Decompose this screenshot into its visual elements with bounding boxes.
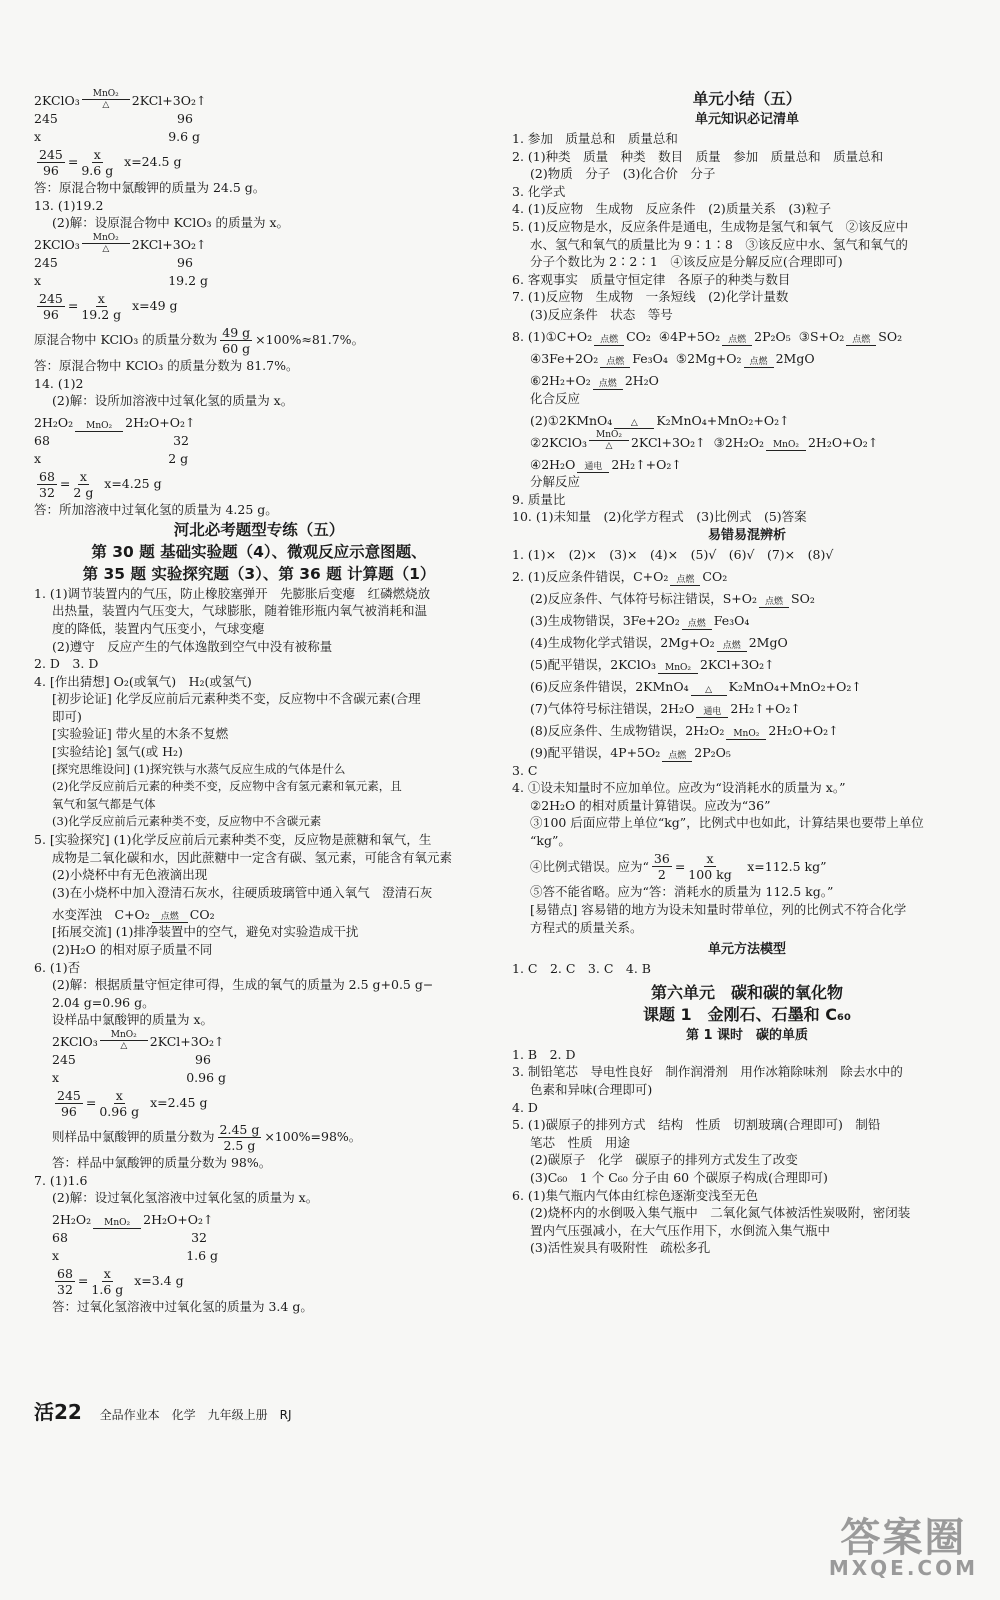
text-line: 1. (1)调节装置内的气压，防止橡胶塞弹开 先膨胀后变瘪 红磷燃烧放 bbox=[34, 585, 431, 601]
equation: (9)配平错误，4P+5O₂ 点燃 2P₂O₅ bbox=[530, 744, 731, 761]
text-line: 度的降低，装置内气压变小，气球变瘪 bbox=[52, 620, 265, 636]
text-line: 68 32 bbox=[34, 432, 189, 448]
text-line: 1. (1)× (2)× (3)× (4)× (5)√ (6)√ (7)× (8)√ bbox=[512, 546, 834, 562]
text-line: (2)解：根据质量守恒定律可得，生成的氧气的质量为 2.5 g+0.5 g− bbox=[52, 977, 434, 993]
text-line: 色素和异味(合理即可) bbox=[530, 1082, 653, 1098]
equation: 8. (1)①C+O₂ 点燃 CO₂ ④4P+5O₂ 点燃 2P₂O₅ ③S+O₂ 点燃 SO₂ bbox=[512, 328, 903, 345]
equation: (2)反应条件、气体符号标注错误，S+O₂ 点燃 SO₂ bbox=[530, 590, 815, 607]
text-line: 5. [实验探究] (1)化学反应前后元素种类不变，反应物是蔗糖和氧气，生 bbox=[34, 832, 432, 848]
proportion: $\frac{68}{32}$ = $\frac{x}{1.6 g}$ x=3.4 g bbox=[57, 1265, 184, 1297]
text-line: 245 96 bbox=[52, 1051, 211, 1067]
text-line: 6. 客观事实 质量守恒定律 各原子的种类与数目 bbox=[512, 271, 791, 287]
text-line: 答：过氧化氢溶液中过氧化氢的质量为 3.4 g。 bbox=[52, 1299, 313, 1315]
text-line: 原混合物中 KClO₃ 的质量分数为 $\frac{49 g}{60 g}$ ×100%≈81.7%。 bbox=[34, 324, 365, 356]
text-line: 答：样品中氯酸钾的质量分数为 98%。 bbox=[52, 1155, 272, 1171]
equation: 2. (1)反应条件错误，C+O₂ 点燃 CO₂ bbox=[512, 568, 728, 585]
proportion: $\frac{68}{32}$ = $\frac{x}{2 g}$ x=4.25 g bbox=[39, 468, 162, 500]
text-line: ③100 后面应带上单位“kg”，比例式中也如此，计算结果也要带上单位 bbox=[530, 815, 924, 831]
text-line: 68 32 bbox=[52, 1229, 207, 1245]
text-line: 分解反应 bbox=[530, 474, 581, 490]
page-footer bbox=[34, 1400, 292, 1425]
equation: ⑥2H₂+O₂ 点燃 2H₂O bbox=[530, 372, 659, 389]
text-line: 4. D bbox=[512, 1099, 538, 1115]
text-line: (3)化学反应前后元素种类不变，反应物中不含碳元素 bbox=[52, 814, 322, 829]
text-line: 4. (1)反应物 生成物 反应条件 (2)质量关系 (3)粒子 bbox=[512, 201, 832, 217]
equation: 2KClO₃ MnO₂ △ 2KCl+3O₂↑ bbox=[34, 89, 207, 110]
text-line: (3)C₆₀ 1 个 C₆₀ 分子由 60 个碳原子构成(合理即可) bbox=[530, 1170, 828, 1185]
text-line: 10. (1)未知量 (2)化学方程式 (3)比例式 (5)答案 bbox=[512, 509, 807, 525]
text-line: 14. (1)2 bbox=[34, 375, 84, 391]
equation: ④3Fe+2O₂ 点燃 Fe₃O₄ ⑤2Mg+O₂ 点燃 2MgO bbox=[530, 350, 815, 367]
text-line: x 0.96 g bbox=[52, 1069, 227, 1085]
proportion: $\frac{245}{96}$ = $\frac{x}{9.6 g}$ x=24.5 g bbox=[39, 146, 182, 178]
equation: ④2H₂O 通电 2H₂↑+O₂↑ bbox=[530, 456, 682, 473]
text-line: 9. 质量比 bbox=[512, 491, 566, 507]
left-column bbox=[34, 88, 484, 1316]
text-line: (2)物质 分子 (3)化合价 分子 bbox=[530, 166, 716, 182]
text-line: (2)烧杯内的水倒吸入集气瓶中 二氧化氮气体被活性炭吸附，密闭装 bbox=[530, 1205, 911, 1221]
text-line: (2)解：设所加溶液中过氧化氢的质量为 x。 bbox=[52, 393, 294, 409]
equation: ②2KClO₃ MnO₂ △ 2KCl+3O₂↑ ③2H₂O₂ MnO₂ 2H₂O+O₂↑ bbox=[530, 430, 879, 452]
text-line: 化合反应 bbox=[530, 390, 581, 406]
text-line: 3. 制铅笔芯 导电性良好 制作润滑剂 用作冰箱除味剂 除去水中的 bbox=[512, 1064, 903, 1080]
text-line: (3)反应条件 状态 等号 bbox=[530, 306, 673, 322]
proportion: $\frac{245}{96}$ = $\frac{x}{0.96 g}$ x=2.45 g bbox=[57, 1087, 208, 1119]
section-title: 第 30 题 基础实验题（4）、微观反应示意图题、 bbox=[91, 542, 427, 561]
equation: 2H₂O₂ MnO₂ 2H₂O+O₂↑ bbox=[52, 1212, 214, 1228]
section-title: 河北必考题型专练（五） bbox=[173, 520, 345, 539]
text-line: 答：原混合物中氯酸钾的质量为 24.5 g。 bbox=[34, 180, 266, 196]
text-line: [实验结论] 氢气(或 H₂) bbox=[52, 744, 183, 760]
equation: (7)气体符号标注错误，2H₂O 通电 2H₂↑+O₂↑ bbox=[530, 700, 801, 717]
text-line: 245 96 bbox=[34, 111, 193, 126]
watermark-logo bbox=[828, 1515, 978, 1581]
text-line: 设样品中氯酸钾的质量为 x。 bbox=[52, 1012, 214, 1028]
text-line: 4. ①设未知量时不应加单位。应改为“设消耗水的质量为 x。” bbox=[512, 780, 846, 796]
text-line: (2)遵守 反应产生的气体逸散到空气中没有被称量 bbox=[52, 638, 333, 654]
text-line: 5. (1)反应物是水，反应条件是通电，生成物是氢气和氧气 ②该反应中 bbox=[512, 218, 909, 234]
text-line: 1. B 2. D bbox=[512, 1046, 576, 1062]
equation: 2KClO₃ MnO₂ △ 2KCl+3O₂↑ bbox=[52, 1029, 225, 1051]
text-line: 则样品中氯酸钾的质量分数为 $\frac{2.45 g}{2.5 g}$ ×100%=98%。 bbox=[52, 1121, 362, 1153]
text-line: x 1.6 g bbox=[52, 1247, 219, 1263]
text-line: (2)碳原子 化学 碳原子的排列方式发生了改变 bbox=[530, 1152, 798, 1168]
text-line: 氧气和氢气都是气体 bbox=[52, 796, 156, 811]
lesson-subtitle: 第 1 课时 碳的单质 bbox=[685, 1027, 809, 1043]
text-line: 2. (1)种类 质量 种类 数目 质量 参加 质量总和 质量总和 bbox=[512, 148, 884, 164]
text-line: 4. [作出猜想] O₂(或氧气) H₂(或氢气) bbox=[34, 673, 252, 689]
text-line: [易错点] 容易错的地方为设未知量时带单位，列的比例式不符合化学 bbox=[530, 902, 907, 918]
text-line: 置内气压强减小，在大气压作用下，水倒流入集气瓶中 bbox=[530, 1222, 831, 1238]
text-line: x 9.6 g bbox=[34, 128, 201, 144]
text-line: 245 96 bbox=[34, 254, 193, 270]
text-line: 13. (1)19.2 bbox=[34, 197, 104, 213]
equation: (3)生成物错误，3Fe+2O₂ 点燃 Fe₃O₄ bbox=[530, 612, 750, 629]
section-title: 第 35 题 实验探究题（3）、第 36 题 计算题（1） bbox=[82, 564, 436, 583]
text-line: 成物是二氧化碳和水，因此蔗糖中一定含有碳、氢元素，可能含有氧元素 bbox=[52, 849, 453, 865]
equation: (5)配平错误，2KClO₃ MnO₂ 2KCl+3O₂↑ bbox=[530, 656, 775, 673]
equation: (2)①2KMnO₄ △ K₂MnO₄+MnO₂+O₂↑ bbox=[530, 412, 790, 429]
equation: (4)生成物化学式错误，2Mg+O₂ 点燃 2MgO bbox=[530, 634, 788, 651]
text-line: ②2H₂O 的相对质量计算错误。应改为“36” bbox=[530, 797, 771, 813]
section-title: 单元小结（五） bbox=[692, 90, 802, 108]
text-line: x 19.2 g bbox=[34, 272, 209, 288]
text-line: 方程式的质量关系。 bbox=[530, 919, 643, 935]
text-line: (3)活性炭具有吸附性 疏松多孔 bbox=[530, 1240, 711, 1256]
text-line: 笔芯 性质 用途 bbox=[530, 1134, 631, 1150]
text-line: ⑤答不能省略。应为“答：消耗水的质量为 112.5 kg。” bbox=[530, 884, 834, 900]
text-line: 即可) bbox=[52, 708, 82, 724]
text-line: (2)H₂O 的相对原子质量不同 bbox=[52, 942, 213, 957]
subsection-title: 单元知识必记清单 bbox=[694, 112, 799, 127]
text-line: (2)小烧杯中有无色液滴出现 bbox=[52, 867, 208, 883]
text-line: 6. (1)否 bbox=[34, 959, 81, 975]
equation: 2H₂O₂ MnO₂ 2H₂O+O₂↑ bbox=[34, 415, 196, 431]
equation: (8)反应条件、生成物错误，2H₂O₂ MnO₂ 2H₂O+O₂↑ bbox=[530, 722, 839, 739]
text-line: 答：原混合物中 KClO₃ 的质量分数为 81.7%。 bbox=[34, 358, 299, 374]
text-line: 分子个数比为 2∶2∶1 ④该反应是分解反应(合理即可) bbox=[530, 254, 843, 270]
text-line: 3. C bbox=[512, 762, 538, 778]
text-line: 2.04 g=0.96 g。 bbox=[52, 994, 155, 1010]
page-number: 活22 bbox=[34, 1400, 82, 1424]
text-line: [探究思维设问] (1)探究铁与水蒸气反应生成的气体是什么 bbox=[52, 761, 346, 776]
text-line: 2. D 3. D bbox=[34, 656, 99, 672]
equation: 2KClO₃ MnO₂ △ 2KCl+3O₂↑ bbox=[34, 232, 207, 254]
equation: (6)反应条件错误，2KMnO₄ △ K₂MnO₄+MnO₂+O₂↑ bbox=[530, 678, 862, 695]
text-line: [初步论证] 化学反应前后元素种类不变，反应物中不含碳元素(合理 bbox=[52, 691, 421, 707]
lesson-title: 课题 1 金刚石、石墨和 C₆₀ bbox=[642, 1004, 852, 1024]
text-line: 水、氢气和氧气的质量比为 9∶1∶8 ③该反应中水、氢气和氧气的 bbox=[530, 236, 908, 252]
text-line: 答：所加溶液中过氧化氢的质量为 4.25 g。 bbox=[34, 502, 278, 518]
text-line: x 2 g bbox=[34, 450, 189, 466]
text-line: 出热量，装置内气压变大，气球膨胀，随着锥形瓶内氧气被消耗和温 bbox=[52, 603, 428, 619]
text-line: (3)在小烧杯中加入澄清石灰水，往硬质玻璃管中通入氧气 澄清石灰 bbox=[52, 884, 433, 900]
text-line: “kg”。 bbox=[530, 832, 571, 848]
subsection-title: 单元方法模型 bbox=[707, 942, 786, 958]
proportion: $\frac{245}{96}$ = $\frac{x}{19.2 g}$ x=49 g bbox=[39, 290, 178, 322]
text-line: [拓展交流] (1)排净装置中的空气，避免对实验造成干扰 bbox=[52, 924, 359, 940]
text-line: (2)解：设过氧化氢溶液中过氧化氢的质量为 x。 bbox=[52, 1190, 319, 1206]
equation: 水变浑浊 C+O₂ 点燃 CO₂ bbox=[52, 906, 215, 923]
subsection-title: 易错易混辨析 bbox=[707, 527, 786, 543]
text-line: [实验验证] 带火星的木条不复燃 bbox=[52, 726, 229, 742]
text-line: 1. 参加 质量总和 质量总和 bbox=[512, 131, 678, 146]
footer-text: 全品作业本 化学 九年级上册 RJ bbox=[99, 1408, 292, 1422]
text-line: 5. (1)碳原子的排列方式 结构 性质 切割玻璃(合理即可) 制铅 bbox=[512, 1117, 881, 1133]
text-line: 7. (1)反应物 生成物 一条短线 (2)化学计量数 bbox=[512, 289, 789, 305]
proportion: ④比例式错误。应为“ $\frac{36}{2}$ = $\frac{x}{100 kg}$ x=112.5 kg” bbox=[530, 850, 827, 882]
right-column bbox=[512, 88, 982, 1257]
unit-title: 第六单元 碳和碳的氧化物 bbox=[650, 982, 843, 1002]
text-line: 3. 化学式 bbox=[512, 183, 566, 199]
watermark-text: 答案圈 bbox=[840, 1515, 967, 1562]
text-line: 7. (1)1.6 bbox=[34, 1172, 88, 1188]
text-line: 1. C 2. C 3. C 4. B bbox=[512, 961, 651, 977]
watermark-url: MXQE.COM bbox=[828, 1556, 978, 1581]
text-line: (2)化学反应前后元素的种类不变，反应物中含有氢元素和氧元素，且 bbox=[52, 779, 402, 794]
text-line: (2)解：设原混合物中 KClO₃ 的质量为 x。 bbox=[52, 215, 290, 231]
text-line: 6. (1)集气瓶内气体由红棕色逐渐变浅至无色 bbox=[512, 1187, 759, 1203]
